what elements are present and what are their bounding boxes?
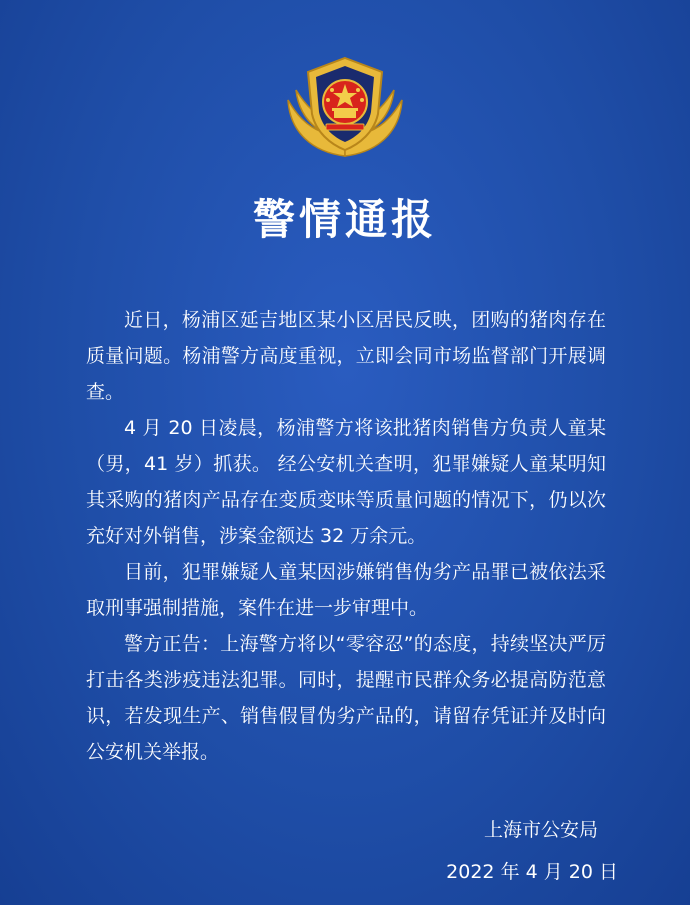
notice-paragraph-2: 4 月 20 日凌晨，杨浦警方将该批猪肉销售方负责人童某（男，41 岁）抓获。 经公安机关查明，犯罪嫌疑人童某明知其采购的猪肉产品存在变质变味等质量问题的情况下，仍以次充好对外销售，涉案金额达 32 万余元。 (86, 417, 606, 547)
signature-block (446, 812, 618, 890)
signature-org: 上海市公安局 (483, 819, 598, 841)
notice-paragraph-3: 目前，犯罪嫌疑人童某因涉嫌销售伪劣产品罪已被依法采取刑事强制措施，案件在进一步审理中。 (86, 561, 606, 619)
police-emblem-icon (282, 52, 408, 160)
notice-body (86, 302, 606, 770)
signature-date: 2022 年 4 月 20 日 (446, 861, 618, 883)
notice-paragraph-1: 近日，杨浦区延吉地区某小区居民反映，团购的猪肉存在质量问题。杨浦警方高度重视，立即会同市场监督部门开展调查。 (86, 309, 606, 403)
notice-title: 警情通报 (252, 195, 437, 244)
notice-paragraph-4: 警方正告：上海警方将以“零容忍”的态度，持续坚决严厉打击各类涉疫违法犯罪。同时，提醒市民群众务必提高防范意识，若发现生产、销售假冒伪劣产品的，请留存凭证并及时向公安机关举报。 (86, 633, 606, 763)
